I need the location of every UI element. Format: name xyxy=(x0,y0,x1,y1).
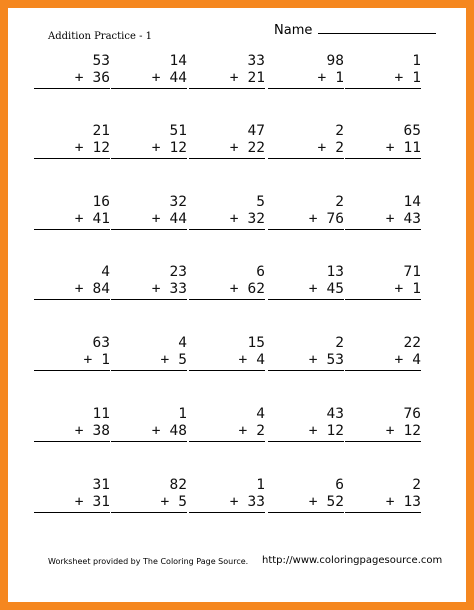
addend-bottom: 4 xyxy=(256,352,265,368)
addition-problem xyxy=(345,264,421,300)
addend-bottom: 43 xyxy=(403,211,421,227)
addend-top: 51 xyxy=(169,123,187,139)
plus-sign: + xyxy=(385,423,395,439)
addend-top: 23 xyxy=(169,264,187,280)
addend-top: 1 xyxy=(256,477,265,493)
plus-sign: + xyxy=(229,281,239,297)
plus-sign: + xyxy=(74,281,84,297)
addend-top: 21 xyxy=(92,123,110,139)
addition-problem xyxy=(111,123,187,159)
addend-bottom: 12 xyxy=(169,140,187,156)
addition-problem xyxy=(189,53,265,89)
addition-problem xyxy=(189,264,265,300)
addition-problem xyxy=(111,264,187,300)
addend-bottom-row xyxy=(268,281,344,300)
addition-problem xyxy=(268,335,344,371)
addition-problem xyxy=(34,194,110,230)
addition-problem xyxy=(34,123,110,159)
addition-problem xyxy=(189,406,265,442)
addend-bottom: 32 xyxy=(247,211,265,227)
addend-top: 2 xyxy=(335,123,344,139)
problem-grid xyxy=(8,8,466,602)
addend-bottom: 12 xyxy=(92,140,110,156)
addition-problem xyxy=(189,123,265,159)
plus-sign: + xyxy=(160,494,170,510)
addend-bottom-row xyxy=(189,281,265,300)
plus-sign: + xyxy=(83,352,93,368)
plus-sign: + xyxy=(308,281,318,297)
addend-bottom-row xyxy=(345,70,421,89)
addend-bottom-row xyxy=(345,494,421,513)
plus-sign: + xyxy=(229,140,239,156)
addend-bottom-row xyxy=(111,494,187,513)
addend-bottom-row xyxy=(268,494,344,513)
addend-top: 82 xyxy=(169,477,187,493)
addition-problem xyxy=(111,53,187,89)
plus-sign: + xyxy=(151,211,161,227)
addition-problem xyxy=(111,477,187,513)
plus-sign: + xyxy=(394,352,404,368)
addend-bottom-row xyxy=(345,211,421,230)
worksheet-title: Addition Practice - 1 xyxy=(48,31,152,42)
plus-sign: + xyxy=(74,211,84,227)
addend-bottom-row xyxy=(34,211,110,230)
addend-top: 15 xyxy=(247,335,265,351)
addend-bottom-row xyxy=(111,70,187,89)
addition-problem xyxy=(111,335,187,371)
addend-bottom-row xyxy=(189,352,265,371)
addition-problem xyxy=(111,194,187,230)
addend-top: 1 xyxy=(412,53,421,69)
addend-top: 98 xyxy=(326,53,344,69)
addition-problem xyxy=(268,194,344,230)
addend-bottom: 44 xyxy=(169,211,187,227)
plus-sign: + xyxy=(229,494,239,510)
addend-bottom-row xyxy=(268,352,344,371)
addend-bottom: 4 xyxy=(412,352,421,368)
addend-bottom: 11 xyxy=(403,140,421,156)
addition-problem xyxy=(345,477,421,513)
plus-sign: + xyxy=(160,352,170,368)
addend-bottom: 48 xyxy=(169,423,187,439)
footer-url: http://www.coloringpagesource.com xyxy=(262,555,443,566)
addend-bottom-row xyxy=(189,140,265,159)
addend-bottom: 53 xyxy=(326,352,344,368)
plus-sign: + xyxy=(229,70,239,86)
addend-bottom-row xyxy=(34,423,110,442)
worksheet-page xyxy=(8,8,466,602)
addend-top: 33 xyxy=(247,53,265,69)
addend-bottom: 12 xyxy=(403,423,421,439)
plus-sign: + xyxy=(229,211,239,227)
addend-top: 4 xyxy=(256,406,265,422)
addend-bottom: 36 xyxy=(92,70,110,86)
addition-problem xyxy=(268,123,344,159)
addend-top: 14 xyxy=(403,194,421,210)
plus-sign: + xyxy=(308,423,318,439)
plus-sign: + xyxy=(317,70,327,86)
plus-sign: + xyxy=(308,352,318,368)
addend-bottom: 1 xyxy=(335,70,344,86)
addend-top: 14 xyxy=(169,53,187,69)
addend-bottom-row xyxy=(268,211,344,230)
plus-sign: + xyxy=(74,494,84,510)
addend-bottom: 2 xyxy=(335,140,344,156)
plus-sign: + xyxy=(74,423,84,439)
addend-bottom: 2 xyxy=(256,423,265,439)
name-label: Name xyxy=(274,23,313,38)
addend-bottom-row xyxy=(189,211,265,230)
addend-bottom: 1 xyxy=(412,70,421,86)
addend-top: 2 xyxy=(335,194,344,210)
addend-bottom-row xyxy=(345,423,421,442)
addend-top: 13 xyxy=(326,264,344,280)
plus-sign: + xyxy=(394,70,404,86)
plus-sign: + xyxy=(308,211,318,227)
addend-top: 71 xyxy=(403,264,421,280)
addition-problem xyxy=(34,53,110,89)
addition-problem xyxy=(268,406,344,442)
addend-top: 11 xyxy=(92,406,110,422)
addend-top: 65 xyxy=(403,123,421,139)
addend-top: 76 xyxy=(403,406,421,422)
addend-top: 47 xyxy=(247,123,265,139)
addend-bottom-row xyxy=(34,494,110,513)
addend-bottom-row xyxy=(268,140,344,159)
addend-top: 63 xyxy=(92,335,110,351)
plus-sign: + xyxy=(151,281,161,297)
addend-bottom-row xyxy=(34,281,110,300)
plus-sign: + xyxy=(385,140,395,156)
addend-bottom-row xyxy=(189,494,265,513)
addition-problem xyxy=(345,123,421,159)
addition-problem xyxy=(345,194,421,230)
addition-problem xyxy=(34,335,110,371)
addend-top: 2 xyxy=(412,477,421,493)
addend-bottom: 33 xyxy=(247,494,265,510)
addend-bottom: 84 xyxy=(92,281,110,297)
addend-bottom-row xyxy=(34,140,110,159)
plus-sign: + xyxy=(317,140,327,156)
addition-problem xyxy=(34,477,110,513)
addend-bottom: 1 xyxy=(412,281,421,297)
addend-bottom: 33 xyxy=(169,281,187,297)
addend-bottom: 62 xyxy=(247,281,265,297)
addend-bottom: 44 xyxy=(169,70,187,86)
addend-top: 4 xyxy=(178,335,187,351)
plus-sign: + xyxy=(151,70,161,86)
addend-bottom-row xyxy=(111,140,187,159)
addend-bottom-row xyxy=(345,352,421,371)
plus-sign: + xyxy=(238,423,248,439)
addend-bottom-row xyxy=(345,281,421,300)
addition-problem xyxy=(189,335,265,371)
addend-top: 22 xyxy=(403,335,421,351)
addend-top: 6 xyxy=(335,477,344,493)
addend-bottom: 45 xyxy=(326,281,344,297)
addition-problem xyxy=(189,194,265,230)
plus-sign: + xyxy=(151,423,161,439)
addend-bottom: 1 xyxy=(101,352,110,368)
addend-bottom-row xyxy=(111,211,187,230)
plus-sign: + xyxy=(151,140,161,156)
addend-bottom-row xyxy=(34,70,110,89)
addend-bottom-row xyxy=(189,70,265,89)
addend-bottom: 52 xyxy=(326,494,344,510)
addend-top: 6 xyxy=(256,264,265,280)
plus-sign: + xyxy=(238,352,248,368)
addend-bottom-row xyxy=(34,352,110,371)
addend-bottom-row xyxy=(268,70,344,89)
addend-bottom: 21 xyxy=(247,70,265,86)
addend-bottom-row xyxy=(189,423,265,442)
addend-bottom: 12 xyxy=(326,423,344,439)
addition-problem xyxy=(345,335,421,371)
plus-sign: + xyxy=(74,70,84,86)
addend-bottom: 22 xyxy=(247,140,265,156)
addend-top: 4 xyxy=(101,264,110,280)
plus-sign: + xyxy=(385,211,395,227)
plus-sign: + xyxy=(308,494,318,510)
addend-bottom: 41 xyxy=(92,211,110,227)
addend-top: 5 xyxy=(256,194,265,210)
addition-problem xyxy=(111,406,187,442)
addend-bottom: 38 xyxy=(92,423,110,439)
addend-top: 32 xyxy=(169,194,187,210)
addend-bottom-row xyxy=(111,281,187,300)
plus-sign: + xyxy=(394,281,404,297)
addition-problem xyxy=(34,264,110,300)
addend-top: 43 xyxy=(326,406,344,422)
addend-top: 16 xyxy=(92,194,110,210)
addend-bottom-row xyxy=(111,352,187,371)
footer-credit: Worksheet provided by The Coloring Page Source. xyxy=(48,557,249,566)
addend-bottom: 31 xyxy=(92,494,110,510)
addend-bottom: 5 xyxy=(178,494,187,510)
addend-bottom: 5 xyxy=(178,352,187,368)
plus-sign: + xyxy=(385,494,395,510)
addition-problem xyxy=(268,53,344,89)
addend-top: 1 xyxy=(178,406,187,422)
addition-problem xyxy=(189,477,265,513)
addend-bottom: 76 xyxy=(326,211,344,227)
addend-top: 2 xyxy=(335,335,344,351)
addend-bottom-row xyxy=(268,423,344,442)
addition-problem xyxy=(345,406,421,442)
addition-problem xyxy=(268,264,344,300)
addition-problem xyxy=(345,53,421,89)
addend-bottom-row xyxy=(111,423,187,442)
addend-top: 31 xyxy=(92,477,110,493)
plus-sign: + xyxy=(74,140,84,156)
addend-bottom-row xyxy=(345,140,421,159)
addition-problem xyxy=(268,477,344,513)
addend-bottom: 13 xyxy=(403,494,421,510)
addition-problem xyxy=(34,406,110,442)
addend-top: 53 xyxy=(92,53,110,69)
